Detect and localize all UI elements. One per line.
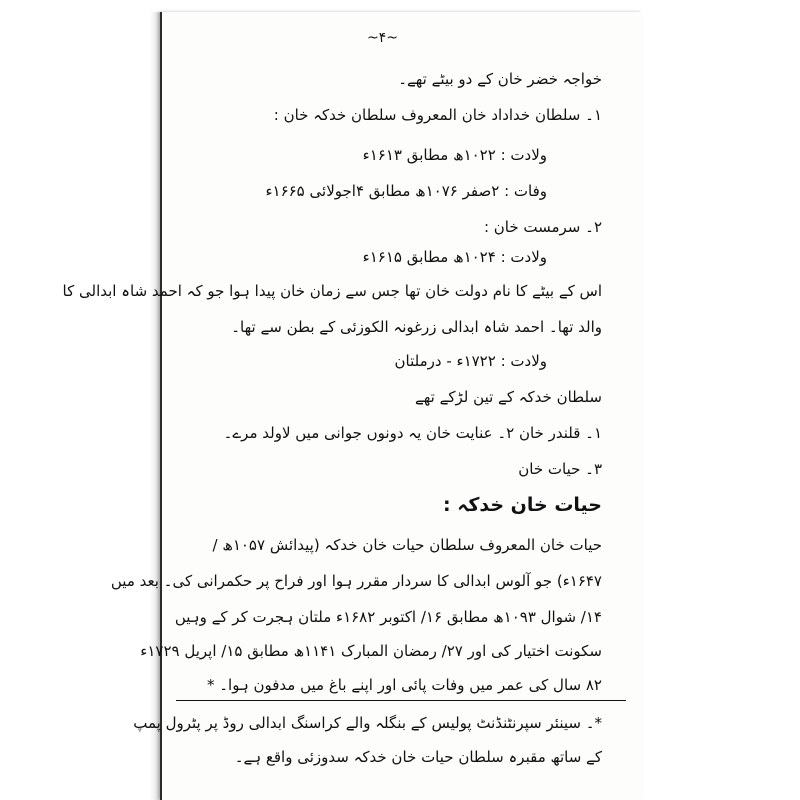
paragraph-line-4: سکونت اختیار کی اور ۲۷/ رمضان المبارک ۱۱۴۱ھ مطابق ۱۵/ اپریل ۱۷۲۹ء [140, 642, 602, 660]
paragraph-line-2: ۱۶۴۷ء) جو آلوس ابدالی کا سردار مقرر ہوا اور فراح پر حکمرانی کی۔ بعد میں [110, 572, 602, 590]
text-line-son-2: ۲۔ سرمست خان : [483, 218, 602, 236]
text-line-intro: خواجہ خضر خان کے دو بیٹے تھے۔ [398, 70, 602, 88]
footnote-divider [176, 700, 626, 701]
text-line-ahmad-birth: ولادت : ۱۷۲۲ء - درملتان [394, 352, 547, 370]
page-number: ~۴~ [367, 30, 398, 46]
section-heading: حیات خان خدکہ : [442, 494, 602, 516]
footnote-line-2: کے ساتھ مقبرہ سلطان حیات خان خدکہ سدوزئی واقع ہے۔ [234, 748, 602, 766]
paragraph-line-5: ۸۲ سال کی عمر میں وفات پائی اور اپنے باغ میں مدفون ہوا۔ * [206, 676, 602, 694]
text-line-paragraph-1a: اس کے بیٹے کا نام دولت خان تھا جس سے زمان خان پیدا ہوا جو کہ احمد شاہ ابدالی کا [62, 282, 602, 300]
text-line-son-1-death: وفات : ۲صفر ۱۰۷۶ھ مطابق ۴اجولائی ۱۶۶۵ء [265, 182, 547, 200]
text-line-sons-1-2: ۱۔ قلندر خان ۲۔ عنایت خان یہ دونوں جوانی میں لاولد مرے۔ [223, 424, 602, 442]
paragraph-line-1: حیات خان المعروف سلطان حیات خان خدکہ (پیدائش ۱۰۵۷ھ / [212, 536, 602, 554]
paragraph-line-3: ۱۴/ شوال ۱۰۹۳ھ مطابق ۱۶/ اکتوبر ۱۶۸۲ء ملتان ہجرت کر کے وہیں [174, 608, 602, 626]
text-line-three-sons: سلطان خدکہ کے تین لڑکے تھے [414, 388, 602, 406]
text-line-son-2-birth: ولادت : ۱۰۲۴ھ مطابق ۱۶۱۵ء [362, 248, 547, 266]
text-line-son-3: ۳۔ حیات خان [518, 460, 602, 478]
text-line-paragraph-1b: والد تھا۔ احمد شاہ ابدالی زرغونہ الکوزئی کے بطن سے تھا۔ [231, 318, 602, 336]
book-page [62, 12, 642, 800]
footnote-line-1: *۔ سینئر سپرنٹنڈنٹ پولیس کے بنگلہ والے کراسنگ ابدالی روڈ پر پٹرول پمپ [133, 714, 602, 732]
text-line-son-1: ۱۔ سلطان خداداد خان المعروف سلطان خدکہ خان : [273, 106, 602, 124]
text-line-son-1-birth: ولادت : ۱۰۲۲ھ مطابق ۱۶۱۳ء [362, 146, 547, 164]
